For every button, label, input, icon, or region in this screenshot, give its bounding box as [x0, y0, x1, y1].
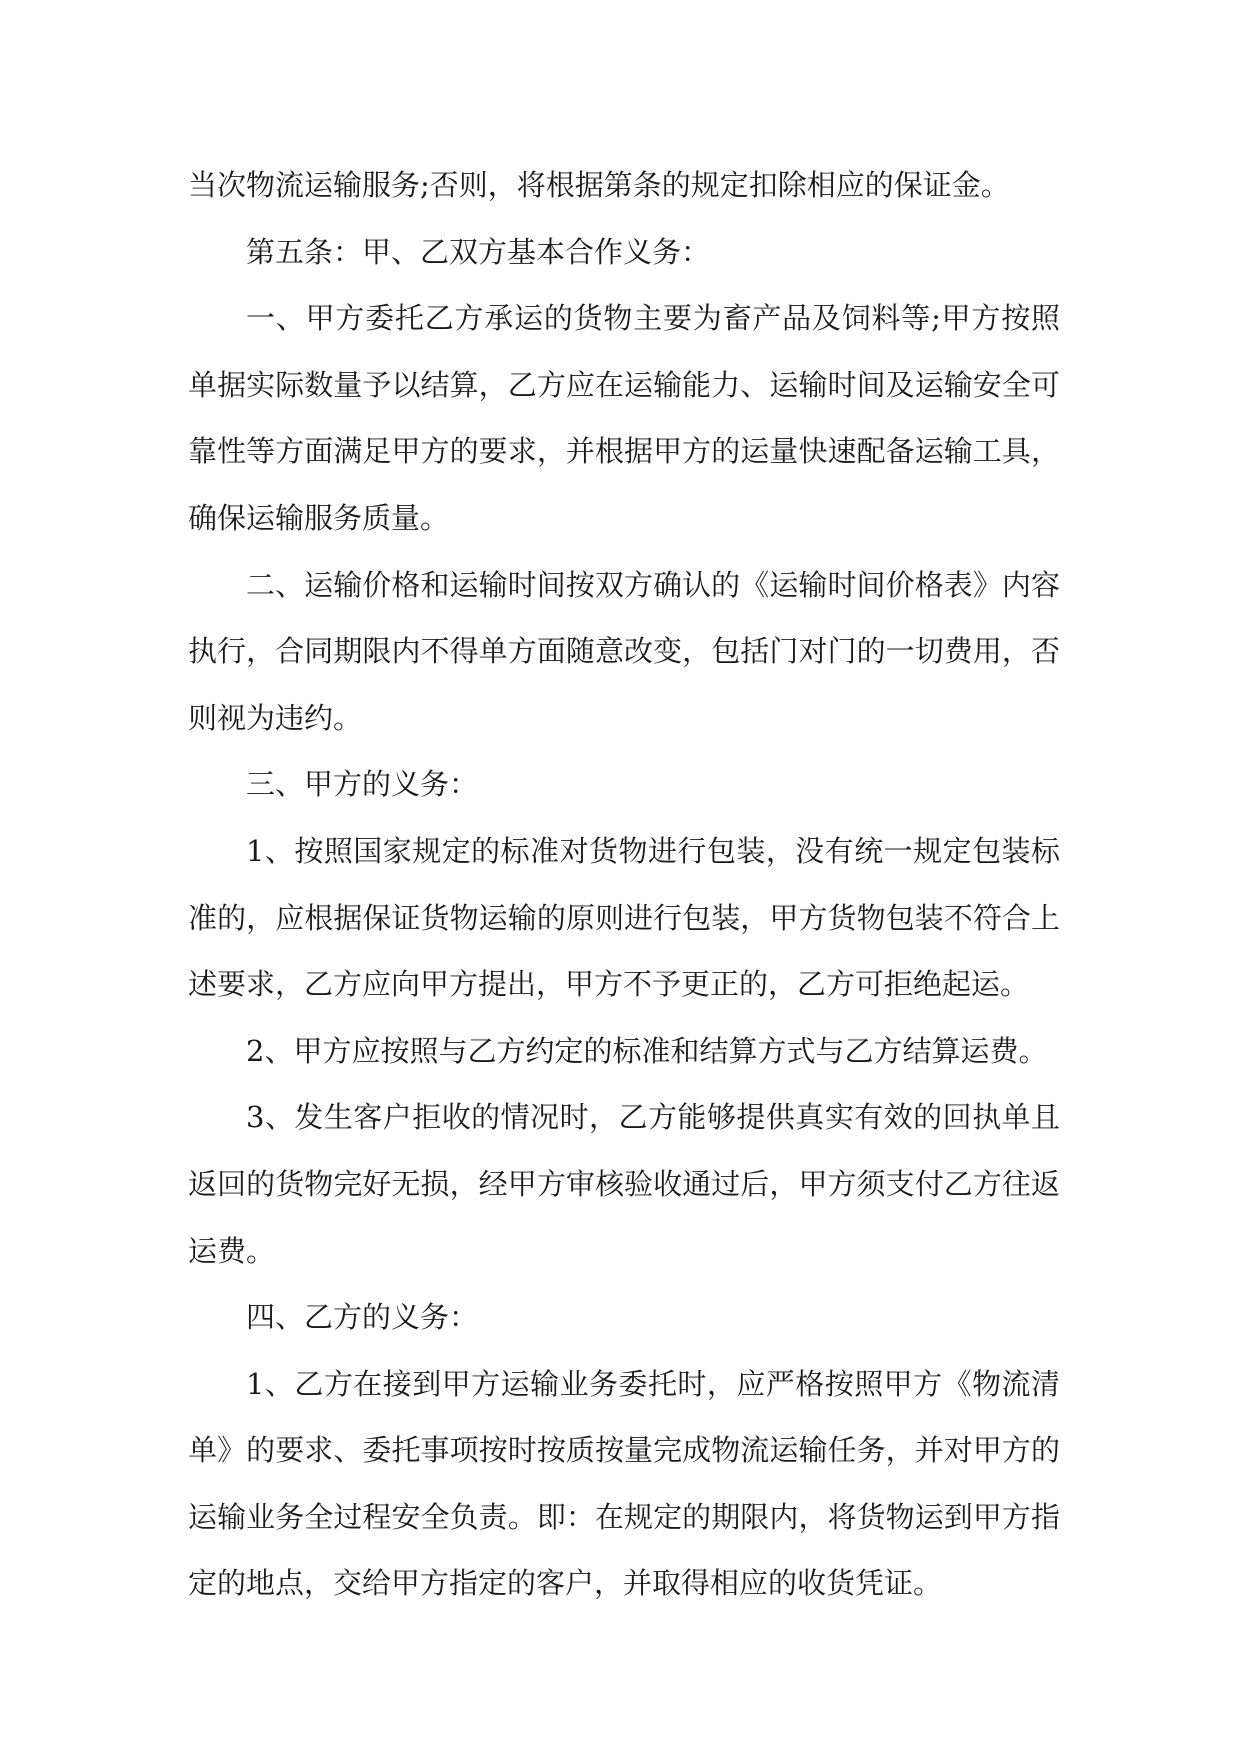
document-body: [188, 152, 1060, 1617]
paragraph-1: 当次物流运输服务;否则，将根据第条的规定扣除相应的保证金。: [188, 168, 1010, 202]
paragraph-5: 三、甲方的义务：: [246, 767, 479, 802]
paragraph-10: 1、乙方在接到甲方运输业务委托时，应严格按照甲方《物流清单》的要求、委托事项按时按质按量完成物流运输任务，并对甲方的运输业务全过程安全负责。即：在规定的期限内，将货物运到甲方指定的地点，交给甲方指定的客户，并取得相应的收货凭证。: [188, 1366, 1060, 1601]
paragraph-2: 第五条：甲、乙双方基本合作义务：: [246, 234, 711, 269]
paragraph-3: 一、甲方委托乙方承运的货物主要为畜产品及饲料等;甲方按照单据实际数量予以结算，乙方应在运输能力、运输时间及运输安全可靠性等方面满足甲方的要求，并根据甲方的运量快速配备运输工具，确保运输服务质量。: [188, 301, 1060, 535]
paragraph-7: 2、甲方应按照与乙方约定的标准和结算方式与乙方结算运费。: [246, 1033, 1048, 1068]
paragraph-4: 二、运输价格和运输时间按双方确认的《运输时间价格表》内容执行，合同期限内不得单方面随意改变，包括门对门的一切费用，否则视为违约。: [188, 567, 1060, 735]
paragraph-9: 四、乙方的义务：: [246, 1300, 479, 1335]
paragraph-6: 1、按照国家规定的标准对货物进行包装，没有统一规定包装标准的，应根据保证货物运输的原则进行包装，甲方货物包装不符合上述要求，乙方应向甲方提出，甲方不予更正的，乙方可拒绝起运。: [188, 833, 1060, 1002]
paragraph-8: 3、发生客户拒收的情况时，乙方能够提供真实有效的回执单且返回的货物完好无损，经甲方审核验收通过后，甲方须支付乙方往返运费。: [188, 1100, 1060, 1268]
